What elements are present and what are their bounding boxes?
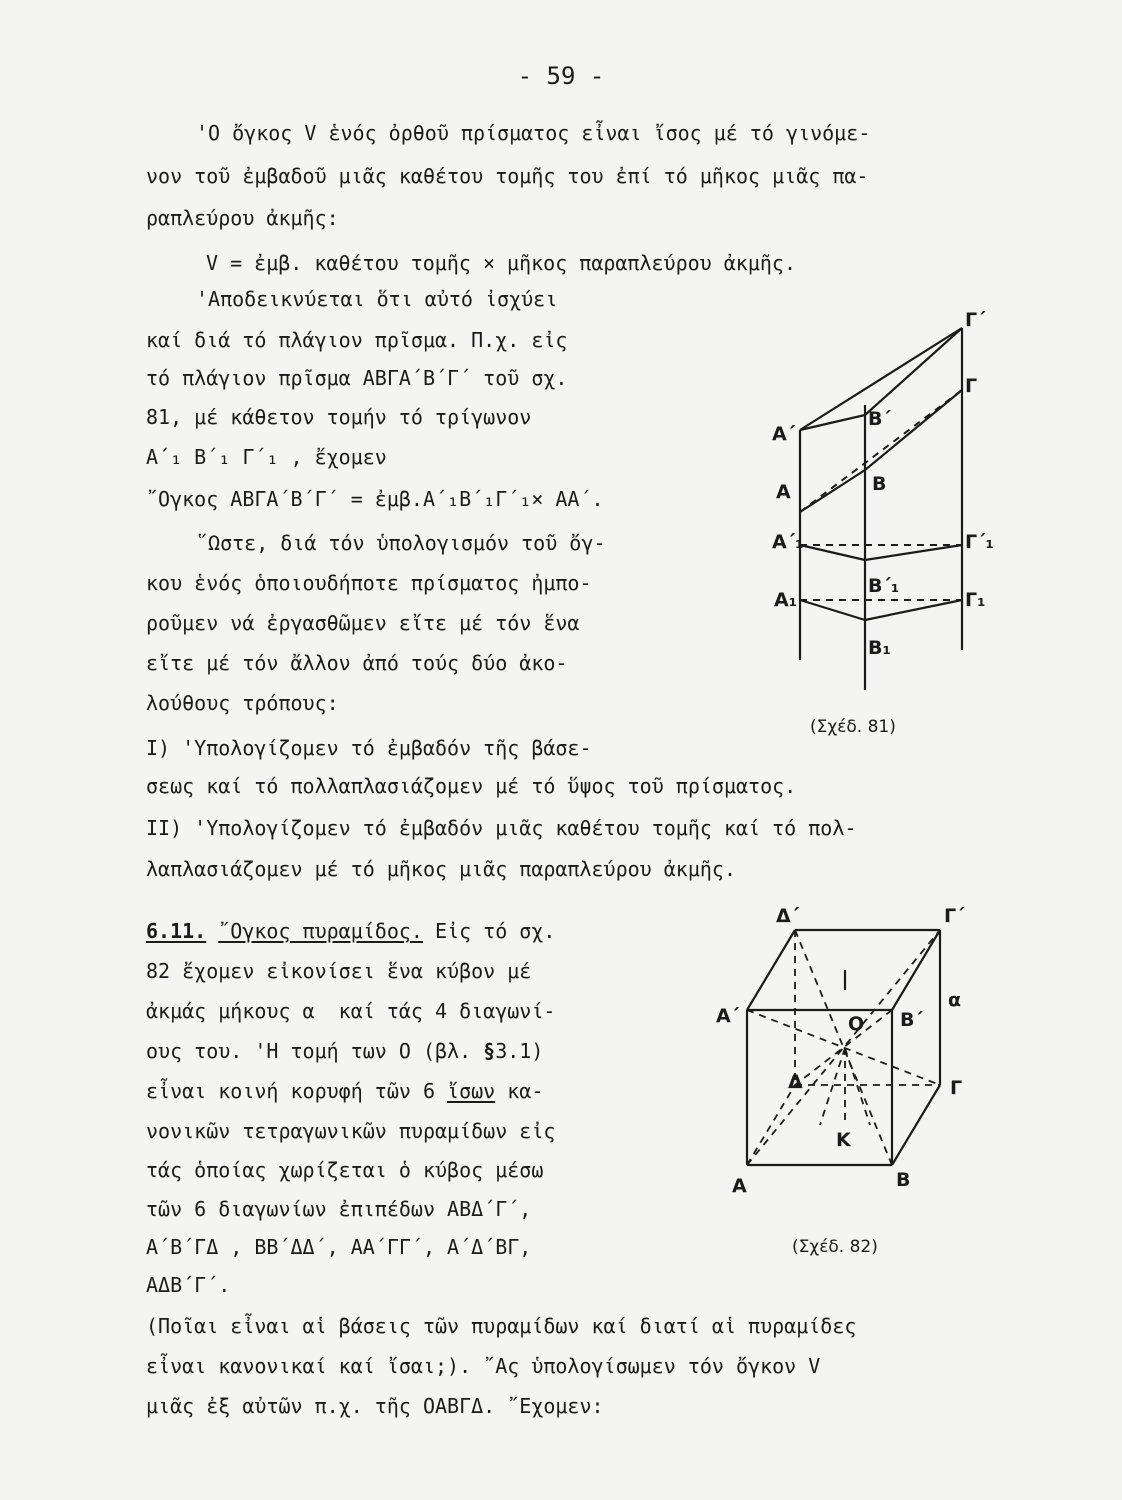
label-b: Β — [872, 473, 887, 495]
edge-top-left — [747, 930, 795, 1010]
text-line: ραπλεύρου ἀκμῆς: — [146, 206, 339, 230]
text-line: ΑΔΒ΄Γ΄. — [146, 1273, 231, 1297]
section1-ab — [800, 545, 865, 560]
text-line: λούθους τρόπους: — [146, 691, 339, 715]
section-number: 6.11. — [146, 919, 207, 943]
figure-81-prism — [760, 300, 1020, 700]
label-a-prime: Α΄ — [772, 423, 796, 445]
section1-bg — [865, 545, 962, 560]
underlined-word: ἴσων — [447, 1079, 496, 1103]
label-a: Α — [732, 1175, 747, 1197]
text-line: Α΄₁ Β΄₁ Γ΄₁ , ἔχομεν — [146, 445, 387, 469]
label-a-prime: Α΄ — [716, 1005, 740, 1027]
text-line: τό πλάγιον πρῖσμα ΑΒΓΑ΄Β΄Γ΄ τοῦ σχ. — [146, 366, 568, 390]
label-a1-prime: Α΄₁ — [772, 531, 804, 553]
text-line: τάς ὁποίας χωρίζεται ὁ κύβος μέσω — [146, 1158, 544, 1182]
text-line: λαπλασιάζομεν μέ τό μῆκος μιᾶς παραπλεύρου ἀκμῆς. — [146, 857, 737, 881]
text-line: νον τοῦ ἐμβαδοῦ μιᾶς καθέτου τομῆς του ἐπί τό μῆκος μιᾶς πα- — [146, 164, 869, 188]
list-item: I) 'Υπολογίζομεν τό ἐμβαδόν τῆς βάσε- — [146, 736, 592, 760]
label-b-prime: Β΄ — [900, 1009, 923, 1031]
text-line — [146, 1038, 543, 1064]
text-span: ους του. 'Η τομή των Ο (βλ. — [146, 1039, 472, 1063]
label-a1: Α₁ — [774, 589, 798, 611]
text-line: τῶν 6 διαγωνίων ἐπιπέδων ΑΒΔ΄Γ΄, — [146, 1197, 532, 1221]
section-heading — [146, 918, 555, 944]
label-g: Γ — [950, 1077, 963, 1099]
text-line: κου ἑνός ὁποιουδήποτε πρίσματος ἠμπο- — [146, 571, 592, 595]
figure-81-caption: (Σχέδ. 81) — [810, 717, 896, 737]
text-line: 82 ἔχομεν εἰκονίσει ἕνα κύβον μέ — [146, 959, 532, 983]
label-alpha: α — [948, 989, 962, 1011]
label-g-prime-top: Γ΄ — [965, 309, 986, 331]
section2-bg — [865, 600, 962, 620]
text-line: 'Ο ὄγκος V ἑνός ὀρθοῦ πρίσματος εἶναι ἴσος μέ τό γινόμε- — [196, 121, 871, 145]
text-line: σεως καί τό πολλαπλασιάζομεν μέ τό ὕψος τοῦ πρίσματος. — [146, 774, 797, 798]
formula-line: ῎Ογκος ΑΒΓΑ΄Β΄Γ΄ = ἐμβ.Α΄₁Β΄₁Γ΄₁× ΑΑ΄. — [146, 487, 604, 511]
label-d-prime: Δ΄ — [776, 905, 800, 927]
text-line: εἶναι κανονικαί καί ἴσαι;). ῎Ας ὑπολογίσωμεν τόν ὄγκον V — [146, 1354, 821, 1378]
text-line: ῞Ωστε, διά τόν ὑπολογισμόν τοῦ ὄγ- — [196, 531, 606, 555]
text-line: καί διά τό πλάγιον πρῖσμα. Π.χ. εἰς — [146, 328, 568, 352]
text-line: ροῦμεν νά ἐργασθῶμεν εἴτε μέ τόν ἕνα — [146, 611, 580, 635]
base-edge-ab — [800, 470, 865, 512]
text-line — [146, 1078, 543, 1104]
label-o: Ο — [848, 1013, 865, 1035]
label-b-prime: Β΄ — [868, 408, 891, 430]
text-line: 'Αποδεικνύεται ὅτι αὐτό ἰσχύει — [196, 287, 558, 311]
text-line: Α΄Β΄ΓΔ , ΒΒ΄ΔΔ΄, ΑΑ΄ΓΓ΄, Α΄Δ΄ΒΓ, — [146, 1235, 532, 1259]
section-title: ῎Ογκος πυραμίδος. — [218, 919, 423, 943]
edge-top-right — [892, 930, 940, 1010]
text-span: 3.1) — [495, 1039, 544, 1063]
list-item: II) 'Υπολογίζομεν τό ἐμβαδόν μιᾶς καθέτου τομῆς καί τό πολ- — [146, 816, 857, 840]
section2-ab — [800, 600, 865, 620]
diagonal-bp-d — [795, 1010, 892, 1085]
label-b1-prime: Β΄₁ — [868, 575, 900, 597]
text-span: κα- — [495, 1079, 544, 1103]
edge-bottom-right — [892, 1085, 940, 1165]
text-line: 81, μέ κάθετον τομήν τό τρίγωνον — [146, 405, 532, 429]
label-b1: Β₁ — [868, 637, 891, 659]
apex-line-2 — [845, 1048, 870, 1125]
hidden-edge-bottom-left — [747, 1085, 795, 1165]
label-b: Β — [896, 1169, 911, 1191]
text-span: εἶναι κοινή κορυφή τῶν 6 — [146, 1079, 435, 1103]
formula-line: V = ἐμβ. καθέτου τομῆς × μῆκος παραπλεύρου ἀκμῆς. — [206, 251, 797, 275]
text-line: νονικῶν τετραγωνικῶν πυραμίδων εἰς — [146, 1119, 556, 1143]
label-g: Γ — [965, 375, 978, 397]
top-edge-ab — [800, 415, 865, 430]
label-k: Κ — [836, 1129, 851, 1151]
label-a: Α — [776, 481, 791, 503]
figure-82-caption: (Σχέδ. 82) — [792, 1237, 878, 1257]
label-g-prime: Γ΄ — [944, 905, 965, 927]
text-line: εἴτε μέ τόν ἄλλον ἀπό τούς δύο ἀκο- — [146, 651, 568, 675]
text-line: ἀκμάς μήκους α καί τάς 4 διαγωνί- — [146, 999, 556, 1023]
label-g1-prime: Γ΄₁ — [965, 531, 994, 553]
figure-82-cube — [712, 900, 972, 1200]
label-g1: Γ₁ — [965, 589, 986, 611]
text-line: μιᾶς ἐξ αὐτῶν π.χ. τῆς ΟΑΒΓΔ. ῎Εχομεν: — [146, 1394, 604, 1418]
section-symbol: § — [483, 1039, 496, 1063]
label-d: Δ — [788, 1071, 803, 1093]
text-line: (Ποῖαι εἶναι αἱ βάσεις τῶν πυραμίδων καί διατί αἱ πυραμίδες — [146, 1314, 857, 1338]
section-tail: Εἰς τό σχ. — [422, 919, 556, 943]
page-number: - 59 - — [517, 62, 605, 90]
